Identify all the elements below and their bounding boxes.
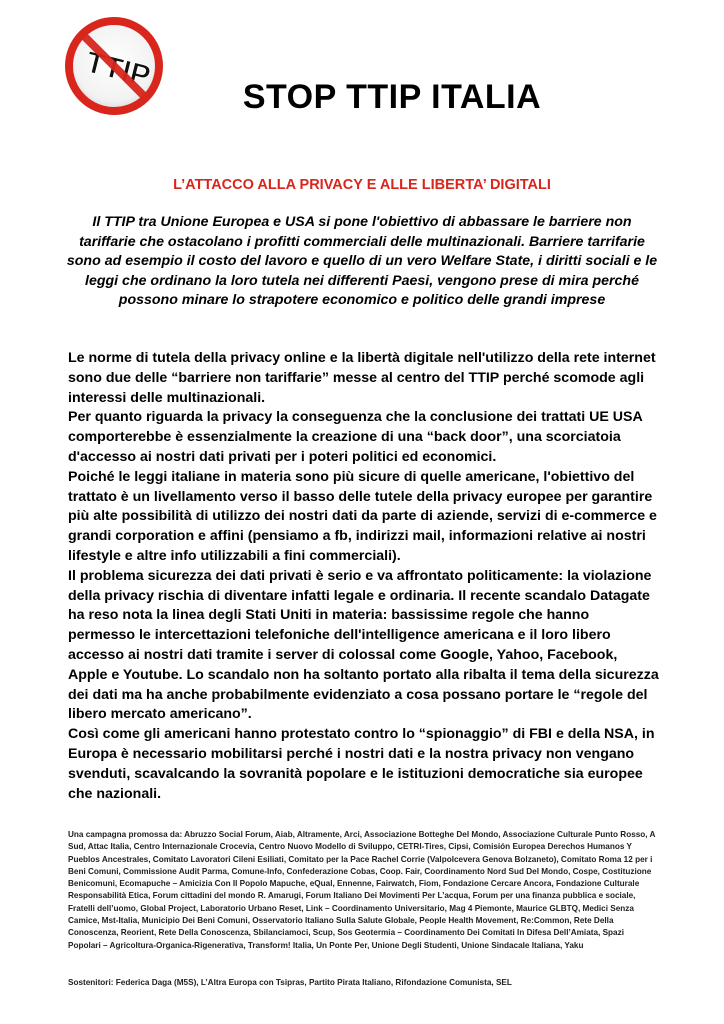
body-paragraph: Le norme di tutela della privacy online e la libertà digitale nell'utilizzo della rete internet sono due delle “barriere non tariffarie” messe al centro del TTIP perché scomode agli interessi delle multinazionali.	[68, 350, 656, 406]
body-paragraph: Per quanto riguarda la privacy la conseguenza che la conclusione dei trattati UE USA comporterebbe è essenzialmente la creazione di una “back door”, una scorciatoia d'accesso ai nostri dati privati per i poteri politici ed economici.	[68, 409, 643, 465]
body-text	[68, 349, 660, 804]
body-paragraph: Poiché le leggi italiane in materia sono più sicure di quelle americane, l'obiettivo del trattato è un livellamento verso il basso delle tutele della privacy europee per garantire più alte possibilità di utilizzo dei nostri dati da parte di aziende, servizi di e-commerce e grandi corporation e affini (pensiamo a fb, indirizzi mail, informazioni relative ai nostri lifestyle e altre info utilizzabili a fini commerciali).	[68, 468, 657, 564]
body-paragraph: Il problema sicurezza dei dati privati è serio e va affrontato politicamente: la violazione della privacy rischia di diventare infatti legale e ordinaria. Il recente scandalo Datagate ha reso nota la linea degli Stati Uniti in materia: bassissime regole che hanno permesso le intercettazioni telefoniche dell'intelligence americana e il loro libero accesso ai nostri dati tramite i server di colossal come Google, Yahoo, Facebook, Apple e Youtube. Lo scandalo non ha soltanto portato alla ribalta il tema della sicurezza dei dati ma ha anche probabilmente evidenziato a cosa possano portare le “regole del libero mercato americano”.	[68, 567, 659, 723]
section-subtitle: L’ATTACCO ALLA PRIVACY E ALLE LIBERTA’ DIGITALI	[173, 177, 551, 193]
body-paragraph: Così come gli americani hanno protestato contro lo “spionaggio” di FBI e della NSA, in Europa è necessario mobilitarsi perché i nostri dati e la nostra privacy non vengano svenduti, scavalcando la sovranità popolare e le istituzioni democratiche sia europee che nazionali.	[68, 726, 655, 802]
page-title: STOP TTIP ITALIA	[242, 78, 542, 116]
intro-paragraph: Il TTIP tra Unione Europea e USA si pone l'obiettivo di abbassare le barriere non tariffarie che ostacolano i profitti commerciali delle multinazionali. Barriere tarrifarie sono ad esempio il costo del lavoro e quello di un vero Welfare State, i diritti sociali e le leggi che ordinano la loro tutela nei differenti Paesi, vengono prese di mira perché possono minare lo strapotere economico e politico delle grandi imprese	[66, 214, 658, 308]
supporters-list: Sostenitori: Federica Daga (M5S), L’Altra Europa con Tsipras, Partito Pirata Italiano, Rifondazione Comunista, SEL	[68, 978, 512, 987]
promoters-list: Una campagna promossa da: Abruzzo Social Forum, Aiab, Altramente, Arci, Associazione Botteghe Del Mondo, Associazione Culturale Punto Rosso, A Sud, Attac Italia, Centro Internazionale Crocevia, Centro Nuovo Modello di Sviluppo, CETRI-Tires, Cipsi, Comisión Europea Derechos Humanos Y Pueblos Ancestrales, Comitato Lavoratori Cileni Esiliati, Comitato per la Pace Rachel Corrie (Valpolcevera Genova Bolzaneto), Comitato Roma 12 per i Beni Comuni, Commissione Audit Parma, Comune-Info, Confederazione Cobas, Coop. Fair, Coordinamento Nord Sud Del Mondo, Cospe, Costituzione Benicomuni, Ecomapuche – Amicizia Con Il Popolo Mapuche, eQual, Ennenne, Fairwatch, Fiom, Fondazione Cercare Ancora, Fondazione Culturale Responsabilità Etica, Forum cittadini del mondo R. Amarugi, Forum Italiano Dei Movimenti Per L’acqua, Forum per una finanza pubblica e sociale, Fratelli dell’uomo, Global Project, Laboratorio Urbano Reset, Link – Coordinamento Universitario, Mag 4 Piemonte, Maurice GLBTQ, Medici Senza Camice, Mst-Italia, Municipio Dei Beni Comuni, Osservatorio Italiano Sulla Salute Globale, People Health Movement, Re:Common, Rete Della Conoscenza, Reorient, Rete Della Conoscenza, Sbilanciamoci, Scup, Sos Geotermia – Coordinamento Dei Comitati In Difesa Dell’Amiata, Spazi Popolari – Agricoltura-Organica-Rigenerativa, Transform! Italia, Un Ponte Per, Unione Degli Studenti, Unione Sindacale Italiana, Yaku	[68, 830, 656, 950]
